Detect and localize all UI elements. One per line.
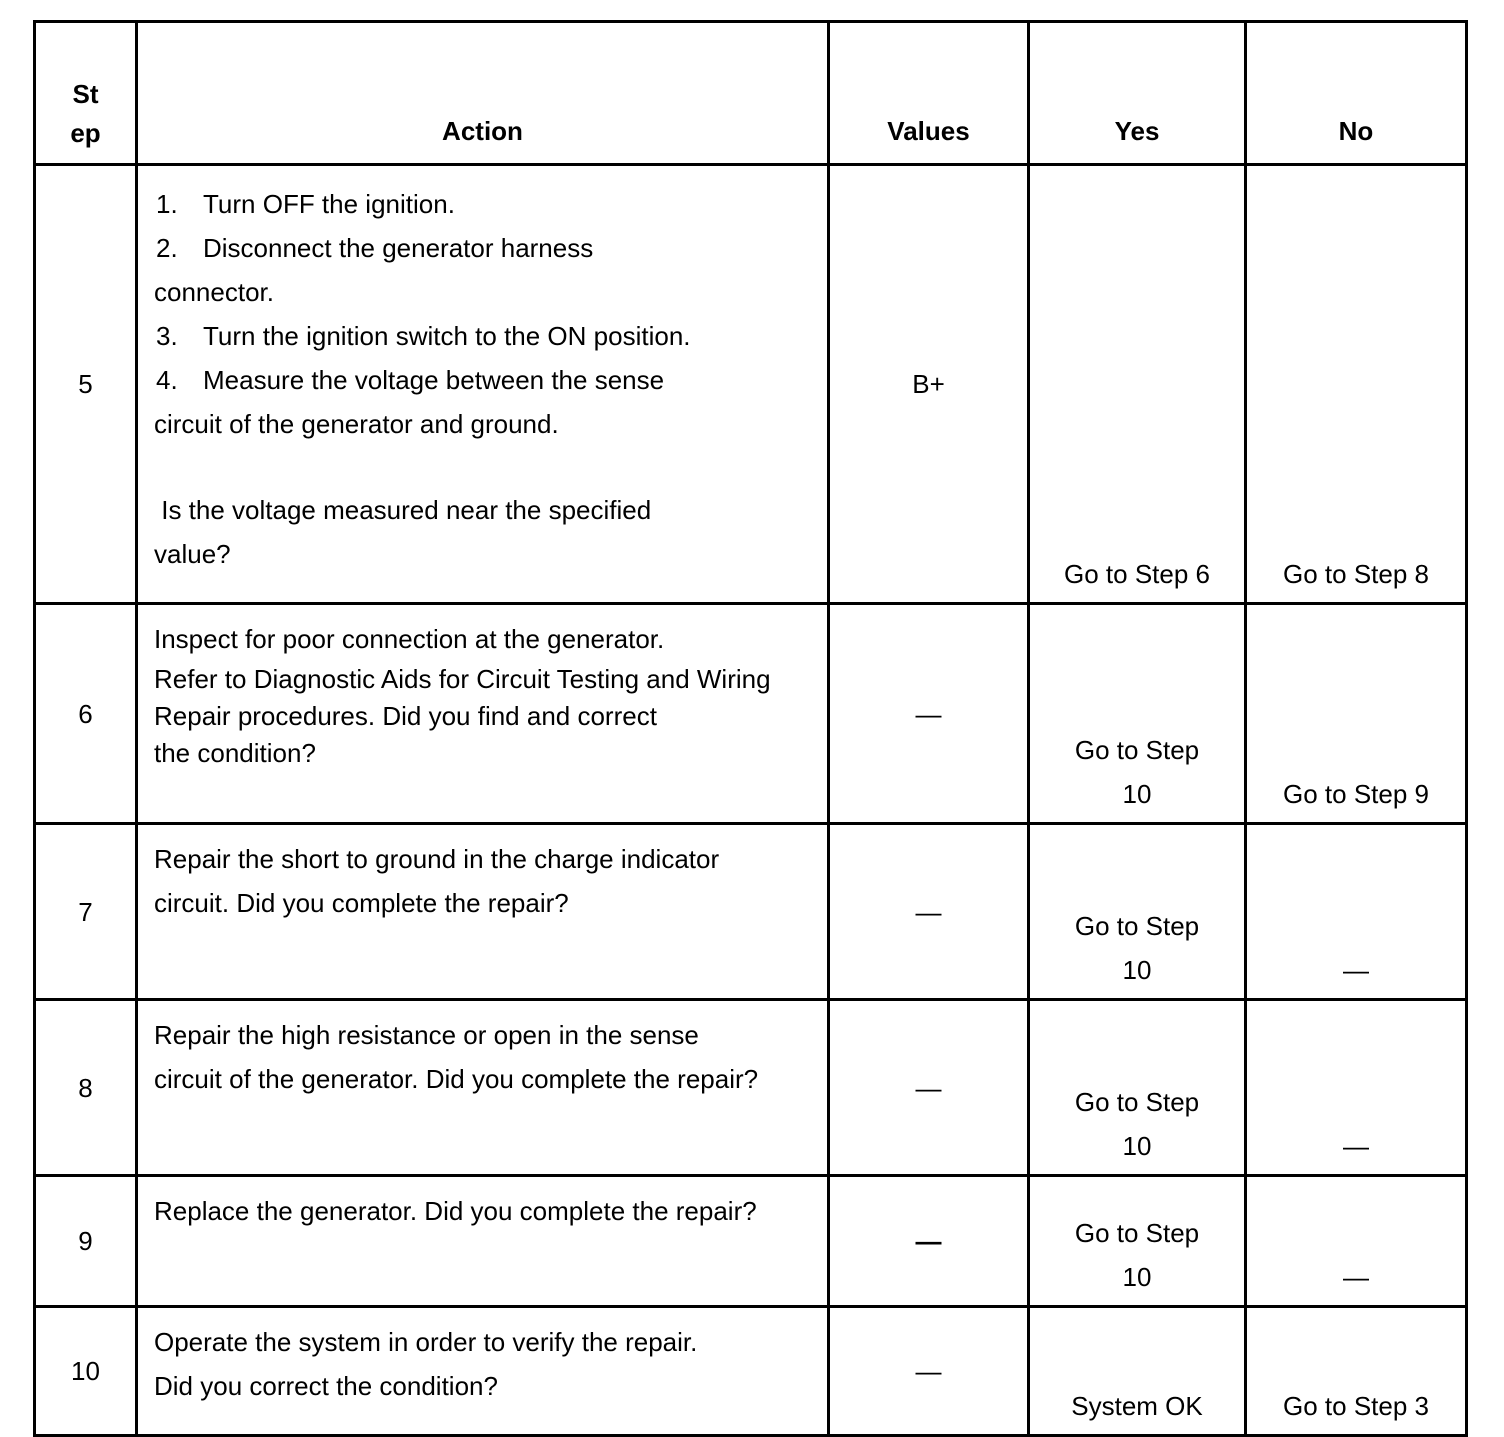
action-line: Did you correct the condition? [154, 1371, 498, 1401]
action-line: circuit of the generator. Did you complete the repair? [154, 1064, 759, 1094]
value-cell: B+ [829, 165, 1029, 604]
action-item [154, 182, 827, 226]
action-line: the condition? [154, 738, 316, 768]
value-cell: — [829, 1000, 1029, 1176]
action-cell [137, 1307, 829, 1436]
action-line: Repair procedures. Did you find and correct [154, 701, 657, 731]
action-line: Refer to Diagnostic Aids for Circuit Testing and Wiring [154, 664, 771, 694]
item-number: 3. [156, 321, 178, 351]
yes-header: Yes [1029, 22, 1246, 165]
step-number: 5 [35, 165, 137, 604]
table-row [35, 824, 1467, 1000]
item-number: 2. [156, 233, 178, 263]
table-row [35, 1000, 1467, 1176]
action-cell [137, 824, 829, 1000]
no-cell: Go to Step 8 [1246, 165, 1467, 604]
value-cell: — [829, 1307, 1029, 1436]
step-number: 6 [35, 604, 137, 824]
header-row [35, 22, 1467, 165]
table-row [35, 1307, 1467, 1436]
action-item [154, 226, 827, 270]
action-line: Operate the system in order to verify the repair. [154, 1327, 698, 1357]
action-item-continuation: connector. [154, 277, 274, 307]
yes-line: Go to Step [1074, 1218, 1200, 1248]
yes-cell: System OK [1029, 1307, 1246, 1436]
yes-line: Go to Step [1074, 1087, 1200, 1117]
action-line: Replace the generator. Did you complete the repair? [154, 1196, 757, 1226]
action-question-continuation: value? [154, 539, 231, 569]
step-header-line2: ep [70, 118, 101, 148]
table-row [35, 604, 1467, 824]
action-cell [137, 1176, 829, 1307]
no-cell: — [1246, 1000, 1467, 1176]
table-row [35, 165, 1467, 604]
action-cell [137, 165, 829, 604]
value-cell: — [829, 604, 1029, 824]
action-line: Repair the high resistance or open in the sense [154, 1020, 699, 1050]
item-number: 1. [156, 189, 178, 219]
action-question: Is the voltage measured near the specified [154, 495, 652, 525]
action-line: Repair the short to ground in the charge indicator [154, 844, 720, 874]
action-header: Action [137, 22, 829, 165]
action-cell [137, 604, 829, 824]
values-header: Values [829, 22, 1029, 165]
yes-line: Go to Step [1074, 911, 1200, 941]
action-item-continuation: circuit of the generator and ground. [154, 409, 559, 439]
step-number: 7 [35, 824, 137, 1000]
step-number: 8 [35, 1000, 137, 1176]
no-cell: Go to Step 3 [1246, 1307, 1467, 1436]
item-text: Measure the voltage between the sense [203, 365, 665, 395]
item-text: Turn OFF the ignition. [203, 189, 455, 219]
yes-line: 10 [1122, 1262, 1152, 1292]
yes-line: 10 [1122, 955, 1152, 985]
no-cell: Go to Step 9 [1246, 604, 1467, 824]
action-item [154, 358, 827, 402]
step-number: 9 [35, 1176, 137, 1307]
yes-cell: Go to Step 6 [1029, 165, 1246, 604]
yes-line: 10 [1122, 1131, 1152, 1161]
item-text: Turn the ignition switch to the ON position. [203, 321, 691, 351]
action-line: circuit. Did you complete the repair? [154, 888, 569, 918]
no-cell: — [1246, 824, 1467, 1000]
item-text: Disconnect the generator harness [203, 233, 594, 263]
yes-cell [1029, 824, 1246, 1000]
step-header [35, 22, 137, 165]
no-header: No [1246, 22, 1467, 165]
no-cell: — [1246, 1176, 1467, 1307]
action-line: Inspect for poor connection at the generator. [154, 624, 665, 654]
yes-cell [1029, 1176, 1246, 1307]
value-cell: — [829, 1176, 1029, 1307]
table-row [35, 1176, 1467, 1307]
yes-line: Go to Step [1074, 735, 1200, 765]
item-number: 4. [156, 365, 178, 395]
step-header-line1: St [72, 79, 99, 109]
yes-line: 10 [1122, 779, 1152, 809]
value-cell: — [829, 824, 1029, 1000]
diagnostic-table [33, 20, 1468, 1437]
yes-cell [1029, 1000, 1246, 1176]
step-number: 10 [35, 1307, 137, 1436]
action-cell [137, 1000, 829, 1176]
action-item [154, 314, 827, 358]
yes-cell [1029, 604, 1246, 824]
